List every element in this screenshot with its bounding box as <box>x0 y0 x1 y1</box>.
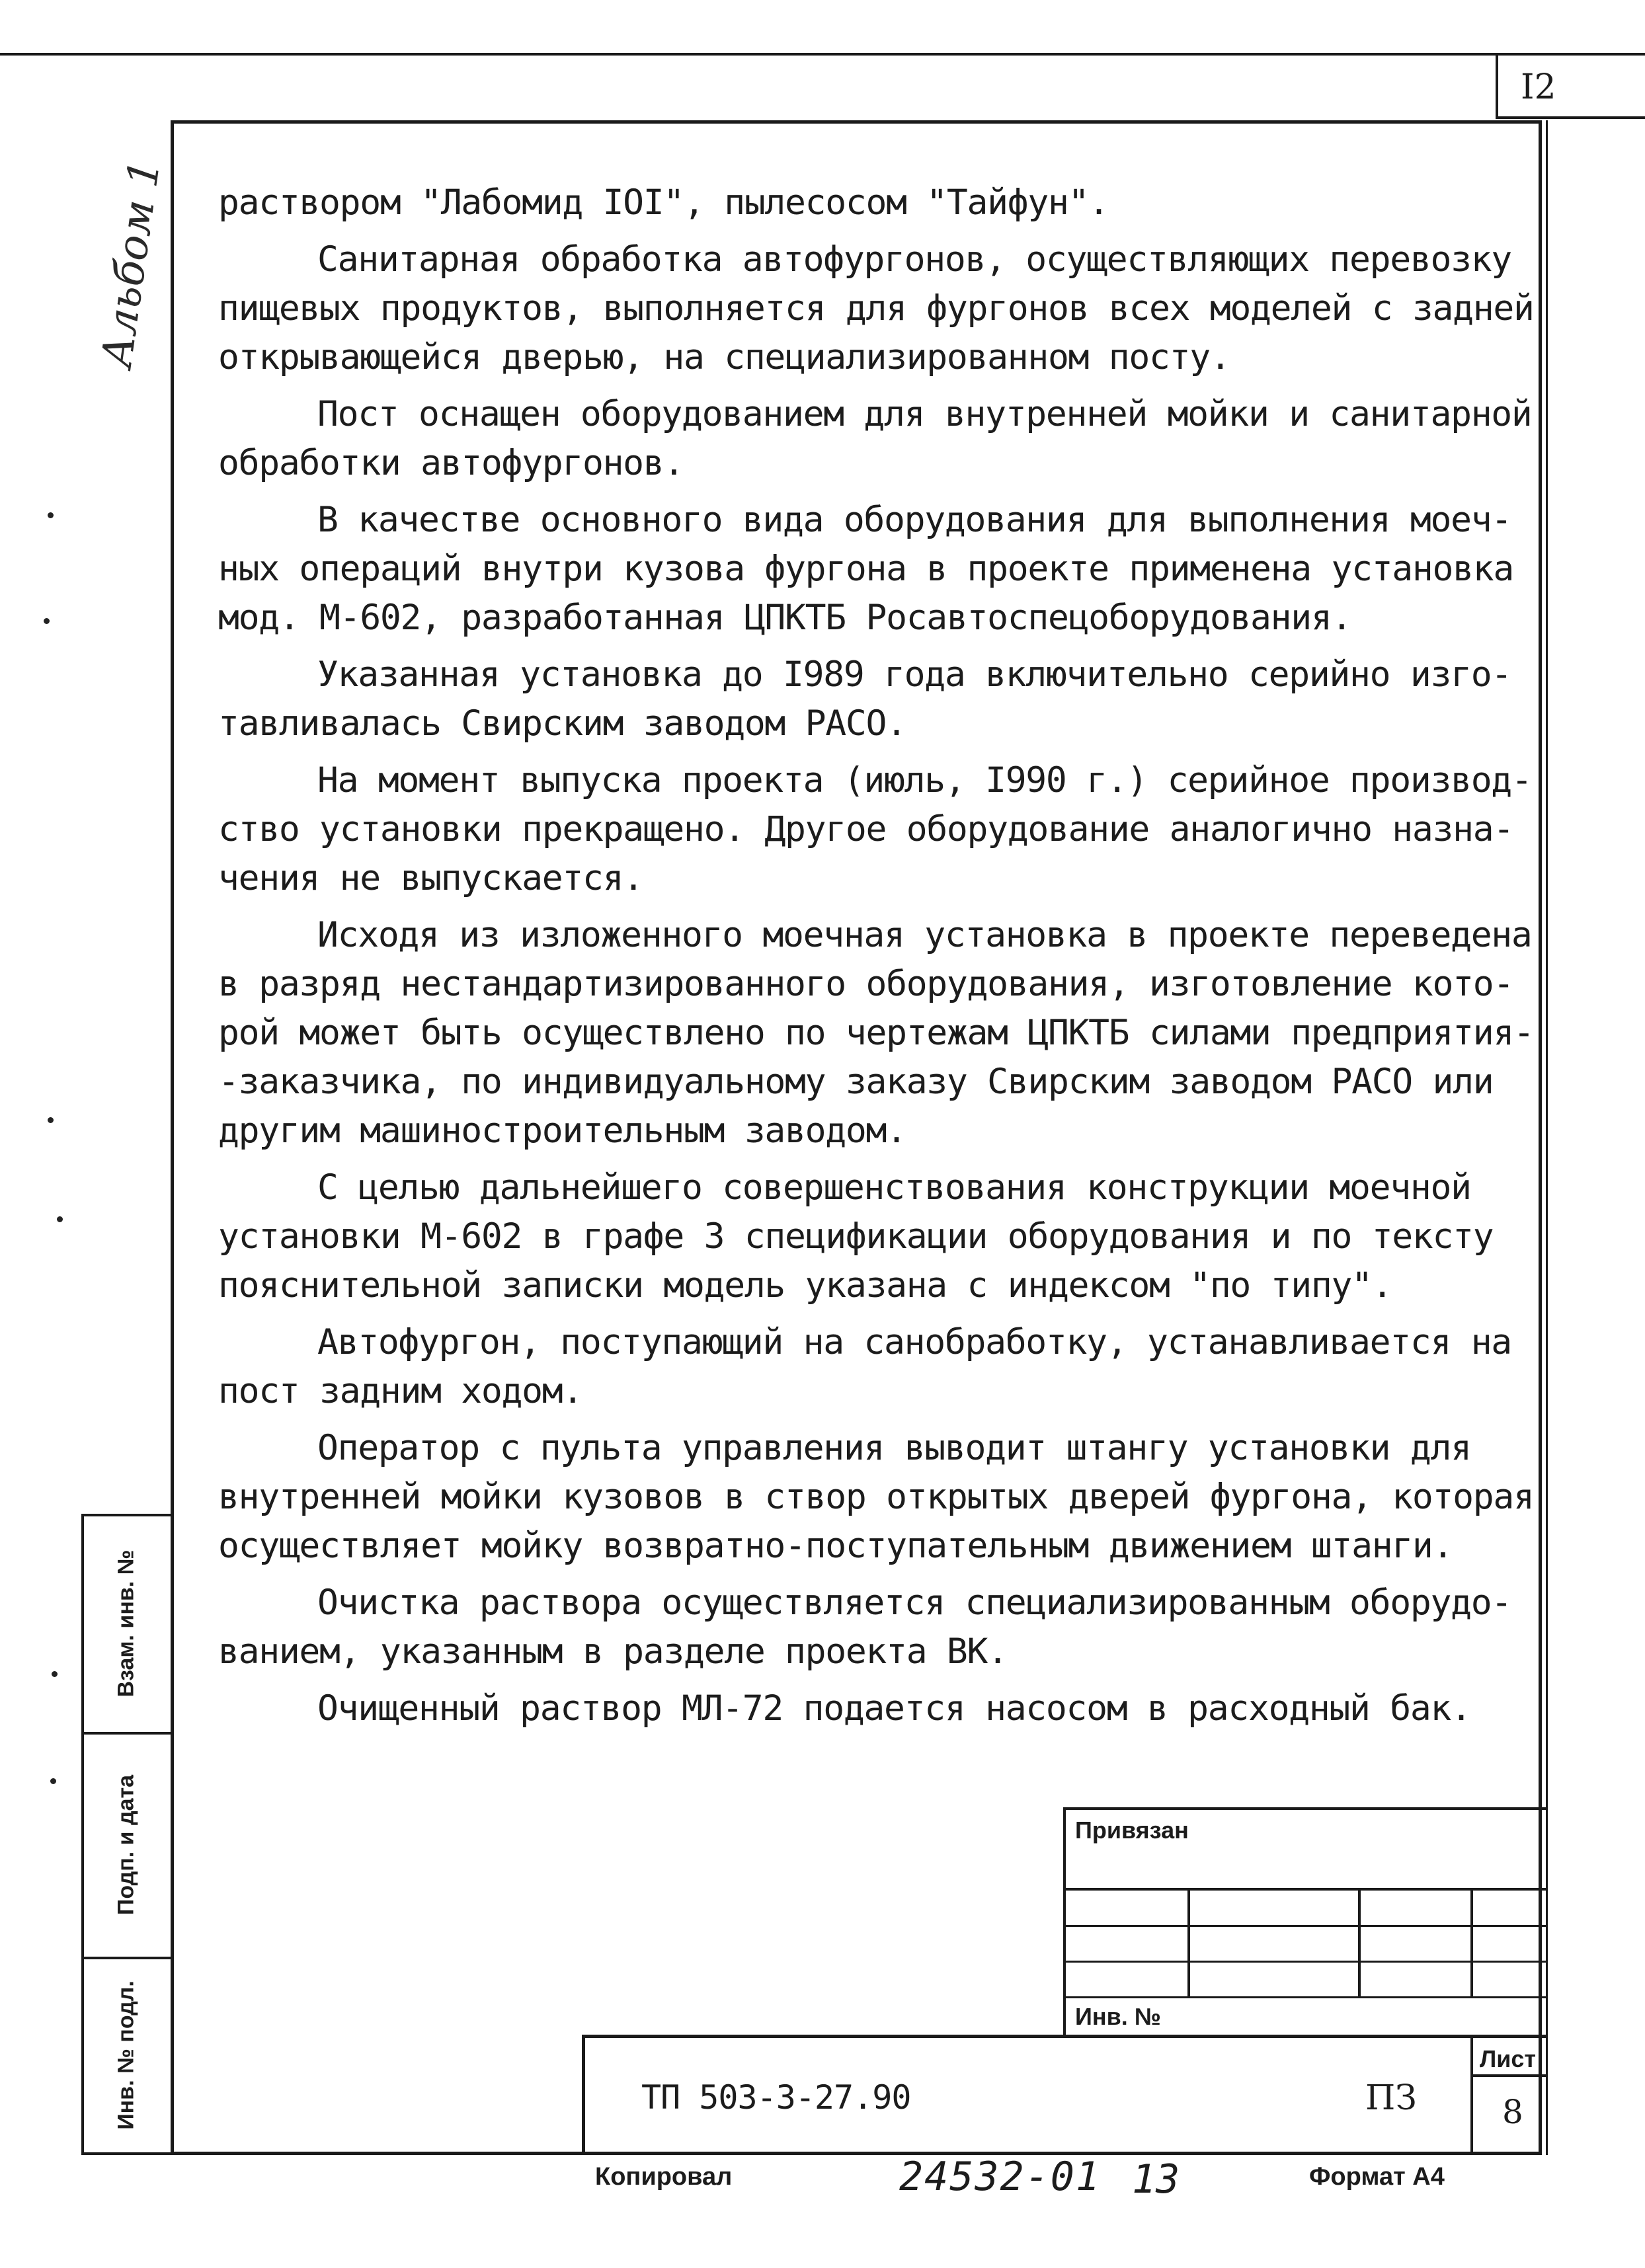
sheet-label: Лист <box>1480 2045 1537 2072</box>
format-label: Формат А4 <box>1309 2163 1445 2191</box>
linked-table-top <box>1063 1807 1546 1810</box>
margin-dot <box>48 512 54 518</box>
paragraph-line: обработки автофургонов. <box>218 443 684 483</box>
paragraph-first-line: Автофургон, поступающий на санобработку, устанавливается на <box>317 1322 1511 1362</box>
paragraph-line: пищевых продуктов, выполняется для фургонов всех моделей с задней <box>218 288 1534 329</box>
paragraph-first-line: Указанная установка до I989 года включительно серийно изго- <box>317 654 1511 695</box>
margin-dot <box>50 1778 56 1784</box>
copy-page-number: 13 <box>1132 2156 1180 2203</box>
document-code: ТП 503-3-27.90 <box>641 2078 911 2117</box>
copy-number: 24532-01 <box>899 2154 1101 2200</box>
paragraph-line: открывающейся дверью, на специализированном посту. <box>218 337 1230 377</box>
body-text <box>218 178 1534 1741</box>
paragraph-first-line: раствором "Лабомид IOI", пылесосом "Тайфун". <box>218 182 1109 223</box>
linked-table-row-line <box>1063 1961 1546 1963</box>
sheet-cell-divider <box>1470 2074 1546 2077</box>
linked-table-row-line <box>1063 1996 1546 1998</box>
margin-dot <box>44 618 50 624</box>
margin-dot <box>57 1216 63 1222</box>
paragraph-line: ванием, указанным в разделе проекта ВК. <box>218 1631 1008 1672</box>
paragraph-first-line: Санитарная обработка автофургонов, осуществляющих перевозку <box>317 239 1511 280</box>
sheet-number-box-left <box>1496 56 1498 118</box>
copied-label: Копировал <box>595 2163 733 2191</box>
paragraph-line: пост задним ходом. <box>218 1371 582 1411</box>
paragraph-line: мод. М-602, разработанная ЦПКТБ Росавтоспецоборудования. <box>218 598 1352 638</box>
paragraph-line: чения не выпускается. <box>218 858 643 898</box>
sheet-cell-left <box>1470 2035 1473 2155</box>
top-rule <box>0 53 1645 56</box>
sheet-number-box-bottom <box>1496 116 1645 119</box>
sheet-value: 8 <box>1502 2093 1523 2131</box>
paragraph-first-line: Очистка раствора осуществляется специализированным оборудо- <box>317 1583 1511 1623</box>
paragraph-line: рой может быть осуществлено по чертежам ЦПКТБ силами предприятия- <box>218 1013 1534 1053</box>
margin-dot <box>52 1671 58 1677</box>
paragraph-line: пояснительной записки модель указана с индексом "по типу". <box>218 1265 1392 1306</box>
handwritten-album-note: Альбом 1 <box>93 157 171 371</box>
paragraph-first-line: На момент выпуска проекта (июль, I990 г.) серийное производ- <box>317 760 1532 801</box>
paragraph-line: -заказчика, по индивидуальному заказу Свирским заводом РАСО или <box>218 1062 1494 1102</box>
linked-table-col-line <box>1358 1888 1361 1998</box>
title-block-top <box>582 2035 1546 2038</box>
paragraph-line: осуществляет мойку возвратно-поступательным движением штанги. <box>218 1526 1453 1566</box>
paragraph-first-line: Пост оснащен оборудованием для внутренней мойки и санитарной <box>317 394 1532 434</box>
inv-podl-label: Инв. № подл. <box>113 1980 138 2130</box>
paragraph-first-line: Оператор с пульта управления выводит штангу установки для <box>317 1428 1471 1468</box>
linked-table-col-line <box>1187 1888 1190 1998</box>
paragraph-line: внутренней мойки кузовов в створ открытых дверей фургона, которая <box>218 1477 1534 1517</box>
margin-dot <box>48 1117 54 1123</box>
side-margin-bottom-line <box>81 2152 174 2155</box>
paragraph-first-line: Исходя из изложенного моечная установка в проекте переведена <box>317 915 1532 955</box>
vzam-inv-label: Взам. инв. № <box>113 1549 138 1698</box>
paragraph-line: ство установки прекращено. Другое оборудование аналогично назна- <box>218 809 1513 849</box>
linked-table-left <box>1063 1807 1066 2035</box>
frame-right-edge <box>1546 120 1548 2155</box>
paragraph-line: другим машиностроительным заводом. <box>218 1111 906 1151</box>
podp-data-label: Подп. и дата <box>113 1774 138 1916</box>
paragraph-first-line: С целью дальнейшего совершенствования конструкции моечной <box>317 1167 1471 1208</box>
linked-label: Привязан <box>1075 1817 1189 1844</box>
sheet-number: I2 <box>1521 67 1556 107</box>
paragraph-line: в разряд нестандартизированного оборудования, изготовление кото- <box>218 964 1513 1004</box>
linked-table-col-line <box>1470 1888 1473 1998</box>
inv-label: Инв. № <box>1075 2003 1161 2030</box>
linked-table-row-line <box>1063 1888 1546 1891</box>
paragraph-line: ных операций внутри кузова фургона в проекте применена установка <box>218 549 1513 589</box>
paragraph-first-line: В качестве основного вида оборудования для выполнения моеч- <box>317 500 1511 540</box>
title-block-left <box>582 2035 585 2155</box>
paragraph-first-line: Очищенный раствор МЛ-72 подается насосом в расходный бак. <box>317 1688 1471 1729</box>
paragraph-line: тавливалась Свирским заводом РАСО. <box>218 703 906 744</box>
paragraph-line: установки М-602 в графе 3 спецификации оборудования и по тексту <box>218 1216 1494 1257</box>
document-type: ПЗ <box>1365 2078 1417 2118</box>
linked-table-row-line <box>1063 1925 1546 1927</box>
